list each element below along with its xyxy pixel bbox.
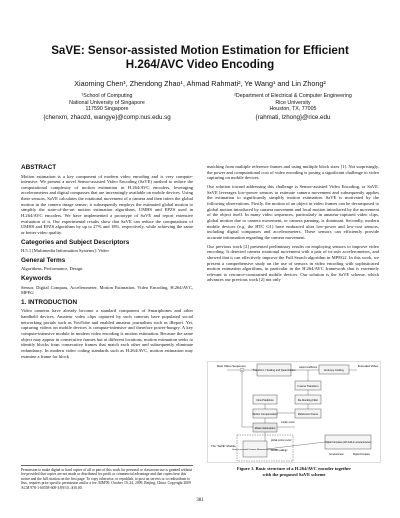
figure-caption-line-1: Figure 1. Basic structure of a H.264/AVC encoder together — [236, 466, 352, 471]
motion-estimation-label: Motion Estimation — [254, 427, 276, 430]
affiliation-1 — [21, 93, 193, 121]
right-column — [207, 164, 379, 286]
title-line-2: H.264/AVC Video Encoding — [125, 57, 275, 71]
aff2-line3: Houston, TX, 77005 — [269, 106, 317, 113]
aff2-line1: ²Department of Electrical & Computer Engineering — [234, 93, 352, 99]
compass-label: Digital Compass — [353, 454, 370, 456]
author-list: Xiaoming Chen¹, Zhendong Zhao¹, Ahmad Rahmati², Ye Wang¹ and Lin Zhong² — [74, 79, 326, 88]
intra-prediction-label: Intra Prediction — [256, 399, 274, 402]
introduction-heading: 1. INTRODUCTION — [21, 298, 78, 306]
aff1-email: {chenxm, zhaozd, wangye}@comp.nus.edu.sg — [43, 113, 171, 121]
reference-frame-label: Reference Frame — [297, 413, 319, 416]
camera-movement-label: Sensor-assisted Camera Movement Estimation — [232, 449, 278, 451]
keywords-text: Sensor, Digital Compass, Accelerometer, Motion Estimation, Video Encoding, H.264/AVC, MPEG — [21, 284, 193, 296]
affiliation-2 — [207, 93, 379, 121]
aff1-line3: 117590 Singapore — [85, 106, 129, 113]
global-motion-vector-label: global motion vector — [271, 440, 292, 442]
page-number: 381 — [196, 498, 204, 503]
accelerometer-label: Accelerometer — [329, 454, 344, 456]
paper-title — [20, 44, 380, 71]
figure-caption — [207, 466, 381, 477]
aff2-email: {rahmati, lzhong}@rice.edu — [255, 113, 331, 121]
output-coef-label: output coefficient — [299, 366, 318, 369]
terms-heading: General Terms — [21, 256, 66, 264]
transform-label: Transform / Scaling and Quantization — [252, 369, 296, 372]
summing-plus: + — [241, 368, 243, 373]
raw-video-label: Raw Video Sequence — [217, 364, 246, 368]
sensors-label: Digital Compass (with built-in accelerometer) — [325, 442, 371, 444]
aff1-line1: ¹School of Computing — [81, 93, 133, 99]
aff1-line2: National University of Singapore — [69, 99, 145, 106]
motion-compensation-label: Motion Compensation — [252, 413, 278, 416]
entropy-label: Entropy Coding — [324, 368, 344, 372]
right-paragraph-3: Our previous work [2] presented preliminary results on employing sensors to improve video encoding. It detected camera rotational movement with a pair of tri-axis accelerometers, and showed that it can effectively improve the Full Search algorithm in MPEG2. In this work, we present a comprehensive study on the use of sensors in video encoding with sophisticated motion estimation algorithms, in particular in the H.264/AVC framework that is extremely relevant to resource-constrained mobile devices. Our solution is the SaVE scheme, which advances our previous work [2] not only — [207, 243, 379, 283]
categories-heading: Categories and Subject Descriptors — [21, 238, 130, 246]
motion-vector-label: motion vector — [281, 422, 295, 424]
copyright-footnote: Permission to make digital or hard copies of all or part of this work for personal or classroom use is granted without fee provided that copies are not made or distributed for profit or commercial advantage and that copies bear this notice and the full citation on the first page. To copy otherwise, or republish, to post on servers or to redistribute to lists, requires prior specific permission and/or a fee. MM'09, October 19–24, 2009, Beijing, China. Copyright 2009 ACM 978-1-60558-608-3/09/10...$10.00. — [21, 465, 193, 490]
abstract-text: Motion estimation is a key component of modern video encoding and is very compute-intensive. We present a novel Sensor-assisted Video Encoding (SaVE) method to reduce the computational complexity of motion estimation in H.264/AVC encoders, leveraging accelerometers and digital compasses that are increasingly available on mobile devices. Using these sensors, SaVE calculates the rotational movement of a camera and then infers the global motion in the camera image sensor; it subsequently employs the estimated global motion to simplify the state-of-the-art motion estimation algorithms, UMHS and EPZS used in H.264/AVC encoders. We have implemented a prototype of SaVE and report extensive evaluation of it. Our experimental results show that SaVE can reduce the computations of UMHS and EPZS algorithms by up to 27% and 18%, respectively, while achieving the same or better video quality. — [21, 173, 193, 236]
abstract-heading: ABSTRACT — [21, 164, 57, 171]
save-module-label: The "SaVE" Module — [211, 444, 236, 448]
encoder-block-diagram — [207, 361, 381, 463]
right-paragraph-2: Our solution toward addressing this challenge is Sensor-assisted Video Encoding, or SaVE. SaVE leverages low-power sensors to estimate camera movement and subsequently applies the estimation to significantly simplify motion estimation. SaVE is motivated by the following observations. Firstly, the motion of an object in video frames can be decomposed to global motion introduced by camera movement and local motion introduced by the movement of the object itself. In many video sequences, particularly in amateur-captured video clips, global motion due to camera movement, or camera panning, is dominant. Secondly, modern mobile devices (e.g. the HTC G1) have embraced ultra low-power and low-cost sensors, including digital compasses and accelerometers. These sensors can efficiently provide accurate information regarding the camera movement. — [207, 183, 379, 240]
left-column — [21, 164, 193, 362]
encoded-video-label: Encoded Video — [358, 364, 379, 368]
categories-text: H.5.1 [Multimedia Information Systems]: Video — [21, 248, 109, 254]
terms-text: Algorithms, Performance, Design — [21, 266, 83, 272]
deblocking-label: De-blocking Filter — [297, 399, 319, 402]
aff2-line2: Rice University — [275, 99, 311, 106]
figure-caption-line-2: with the proposed SaVE scheme — [262, 471, 326, 477]
inverse-transform-label: Inverse Transform — [297, 385, 319, 388]
sensor-readings-label: sensor readings — [271, 450, 288, 452]
right-paragraph-1: matching from multiple reference frames and using multiple block sizes [1]. Not surprisingly, the power and computational cost of video encoding is posing a significant challenge to video capturing on mobile devices. — [207, 164, 379, 181]
introduction-text: Video cameras have already become a standard component of Smartphones and other handheld devices. Amateur video clips captured by such cameras have populated social networking portals such as YouTube and enabled amateur journalism such as iReport. Yet, capturing videos on mobile devices is compute-intensive and therefore power-hungry. A key compute-intensive module in modern video encoding is motion estimation. Because the same object may appear in consecutive frames but at different locations, motion estimation seeks to identify blocks from consecutive frames that match each other and subsequently eliminate redundancy. In modern video coding standards such as H.264/AVC, motion estimation may examine a frame for block — [21, 308, 193, 359]
title-line-1: SaVE: Sensor-assisted Motion Estimation for Efficient — [51, 44, 349, 57]
keywords-heading: Keywords — [21, 275, 52, 283]
